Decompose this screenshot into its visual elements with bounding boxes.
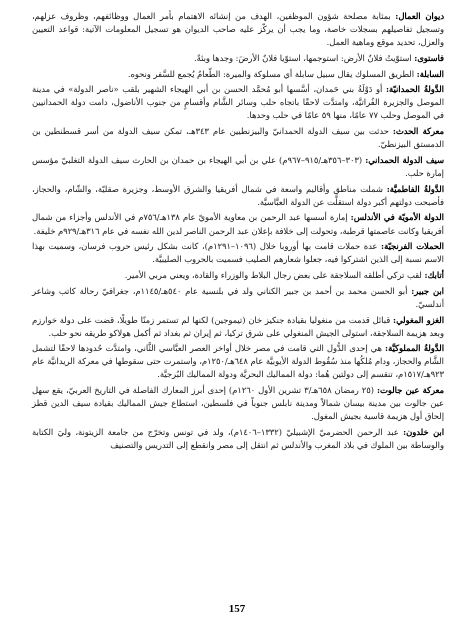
entry-text: إمارة أسسها عبد الرحمن بن معاوية الأمويّ عام ١٣٨هـ/٧٥٦م في الأندلس وأجزاء من شمال أفريقيا وكانت عاصمتها قرطبة، وتحولت إلى خلافة بإعلان عبد الرحمن الناصر لدين الله نفسه في عام ٣١٦هـ/٩٢٩م خليفة.	[32, 212, 444, 236]
entry-text: حدثت بين سيف الدولة الحمدانيّ والبيزنطيين عام ٣٤٣هـ، تمكن سيف الدولة من أسر قسطنطين بن الدمستق البيزنطيّ.	[32, 126, 444, 150]
entry-term: ديوان العمال:	[395, 11, 445, 21]
entry-text: أبو الحسن محمد بن أحمد بن جبير الكناني ولد في بلنسية عام ٥٤٠هـ/١١٤٥م، جغرافيّ رحالة كاتب وشاعر أندلسيّ.	[32, 285, 444, 309]
glossary-page	[32, 10, 444, 592]
glossary-entry	[32, 83, 444, 122]
glossary-entry	[32, 285, 444, 311]
entry-term: الغزو المغولي:	[393, 314, 445, 325]
page-number: 157	[228, 603, 246, 615]
entry-text: الطريق المسلوك يقال سبيل سابلة أي مسلوكة والميرة: الطّعامُ يُجمع للسَّفر ونحوه.	[127, 68, 415, 79]
glossary-entry	[32, 154, 444, 180]
glossary-entry	[32, 125, 444, 151]
entry-text: شملت مناطق وأقاليم واسعة في شمال أفريقيا والشرق الأوسط، وجزيرة صقليّة، والشّام، والحجاز، فأصبحت دولتهم أكبر دولة استقلَّت عن الدولة العبَّاسيَّة.	[32, 183, 444, 207]
entry-term: الدولة الأمويّة في الأندلس:	[350, 212, 444, 223]
glossary-entry	[32, 68, 444, 81]
glossary-entry	[32, 211, 444, 237]
entry-text: استوّيتُ فلانٌ الأرض: استوجمها، استوّيا فلانٌ الأرضَ: وجدها وبئةً.	[194, 52, 412, 63]
entry-text: لقب تركي أطلقه السلاجقة على بعض رجال البلاط والوزراء والقادة، ويعني مربي الأمير.	[124, 270, 422, 281]
glossary-entry	[32, 240, 444, 266]
glossary-entry	[32, 342, 444, 381]
entry-text: (٣٠٣–٣٥٦هـ/٩١٥–٩٦٧م) علي بن أبي الهيجاء بن حمدان بن الحارث سيف الدولة التغلبيّ مؤسس إمارة حلب.	[32, 154, 444, 178]
entry-text: هي إحدى الدُّول التي قامت في مصر خلال أواخر العصر العبَّاسي الثَّاني، وامتدَّت حُدودها لاحقًا لتشمل الشَّام والحجاز، ودام مُلكُها منذ سُقُوط الدولة الأيوبيَّة عام ٦٤٨هـ/١٢٥٠م، واستمرت حتى سقوطها في معركة الريدانيَّة عام ٩٢٣هـ/١٥١٧م، تنقسم إلى دولتين هُما: دولة المماليك البحريَّة ودولة المماليك البُرجيَّة.	[32, 343, 444, 380]
entry-term: الدَّولةُ المملوكيَّة:	[385, 343, 444, 354]
glossary-entry	[32, 269, 444, 282]
entry-term: السابلة:	[416, 68, 444, 79]
entry-term: ابن جبير:	[411, 285, 444, 296]
entry-term: أتابك:	[424, 270, 444, 281]
entry-text: أو دَوْلَةُ بني حَمدان، أسَّسها أبو مُحمَّد الحسن بن أبي الهيجاء الشهير بلقب «ناصر الدولة» في مدينة الموصل والجزيرة الفُراتيَّة، وامتدَّت لاحقًا باتجاه حلب وسائر الشَّام وأقسامٍ من جنوب الأناضول، دامت دولة الحمدانيين في الموصل وحلب ٧٧ عامًا، منها ٥٩ عامًا في حلب وحدها.	[32, 84, 444, 121]
entry-text: بمثابة مصلحة شؤون الموظفين، الهدف من إنشائه الاهتمام بأمر العمال ووظائفهم، وظروف عزلهم، وتسجيل تفاصيلهم بسجلات خاصة، وما يجب أن يركّز عليه صاحب الديوان هو تسجيل المعلومات الآتية: قواعد التعيين والعزل، تحديد موقع وماهية العمل.	[32, 11, 444, 48]
glossary-entry	[32, 183, 444, 209]
entry-text: قبائل قدمت من منغوليا بقيادة جنكيز خان (تيموجين) لكنها لم تستمر زمنًا طويلًا، قضت على دولة خوارزم وبعد هزيمة السلاجقة، استولى الجيش المنغولي على شرق تركيا، ثم إيران ثم بغداد ثم أكمل هولاكو طريقه نحو حلب.	[32, 314, 444, 338]
entry-term: الدَّولةُ الحمدانيّة:	[385, 84, 444, 95]
entry-text: (٢٥ رمضان ٦٥٨هـ/٣ تشرين الأول ١٢٦٠م) إحدى أبرز المعارك الفاصلة في التاريخ العربيّ، يقع سهل عين جالوت بين مدينة بيسان شمالاً ومدينة نابلس جنوباً في فلسطين، استطاع جيش المماليك بقيادة سيف الدين قطز إلحاق أول هزيمة قاسية بجيش المغول.	[32, 385, 444, 422]
entry-term: معركة الحدث:	[392, 126, 444, 137]
glossary-entry	[32, 52, 444, 65]
entry-term: سيف الدولة الحمداني:	[365, 154, 444, 165]
entry-term: فاستوى:	[414, 52, 444, 63]
entry-term: الدَّولةُ الفاطميَّة:	[386, 183, 444, 194]
entry-term: معركة عين جالوت:	[376, 385, 444, 396]
entry-text: عدة حملات قامت بها أوروبا خلال (١٠٩٦–١٢٩١م)، كانت بشكل رئيس حروب فرسان، وسميت بهذا الاسم نسبة إلى الذين اشتركوا فيه، جعلوا شعارهم الصليب فسميت بالحروب الصليبيَّة.	[32, 241, 444, 265]
entry-term: الحملات الفرنجيّة:	[381, 241, 444, 252]
glossary-entry	[32, 10, 444, 49]
entry-text: عبد الرحمن الحضرميّ الإشبيليّ (١٣٣٢–١٤٠٦م)، ولد في تونس وتخرّج من جامعة الزيتونة، وليَ الكتابة والوساطة بين الملوك في بلاد المغرب والأندلس ثم انتقل إلى مصر وانقطع إلى التدريس والتصنيف	[32, 427, 444, 451]
glossary-entry	[32, 314, 444, 340]
glossary-entry	[32, 426, 444, 452]
glossary-entry	[32, 384, 444, 423]
entry-term: ابن خلدون:	[403, 427, 445, 438]
